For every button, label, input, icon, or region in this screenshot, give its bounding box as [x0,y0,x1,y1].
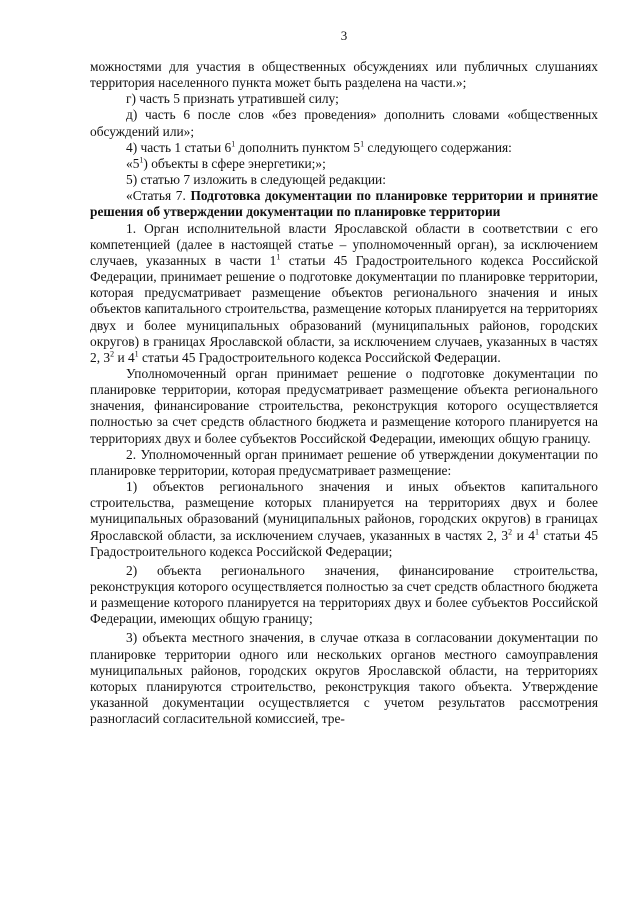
paragraph-article-7-part-2: 2. Уполномоченный орган принимает решение об утверждении документации по планировке территории, которая предусматривает размещение: [90,446,598,478]
paragraph-quote-5-1 [90,156,598,172]
text-run: «5 [126,155,140,171]
text-run: статьи 45 Градостроительного кодекса Российской Федерации, принимает решение о подготовке документации по планировке территории, которая предусматривает размещение объектов регионального значения и иных объектов капитального строительства, размещение которых планируется на территориях двух и более муниципальных образований (муниципальных районов, городских округов) в границах Ярославской области, за исключением случаев, указанных в частях 2, 3 [90,252,599,365]
paragraph-continuation: можностями для участия в общественных обсуждениях или публичных слушаниях территория населенного пункта может быть разделена на части.»; [90,59,598,91]
document-page [90,28,598,727]
superscript: 1 [139,155,144,165]
superscript: 1 [360,139,365,149]
paragraph-item-5: 5) статью 7 изложить в следующей редакции: [126,172,386,188]
paragraph-subitem-3: 3) объекта местного значения, в случае отказа в согласовании документации по планировке территории одного или нескольких органов местного самоуправления муниципальных районов, городских округов Ярославской области, на территориях которых планируются строительство, реконструкция такого объекта. Утверждение указанной документации осуществляется с учетом результатов рассмотрения разногласий согласительной комиссией, тре- [90,630,598,727]
superscript: 2 [508,527,513,537]
paragraph-article-7-part-1 [90,221,598,366]
text-run: статьи 45 Градостроительного кодекса Российской Федерации; [90,527,598,559]
page-number: 3 [340,28,348,43]
text-run: и 4 [114,349,135,365]
paragraph-item-d: д) часть 6 после слов «без проведения» дополнить словами «общественных обсуждений или»; [90,107,598,139]
text-run: ) объекты в сфере энергетики;»; [143,155,326,171]
article-title: Подготовка документации по планировке территории и принятие решения об утверждении документации по планировке территории [90,188,598,220]
text-run: статьи 45 Градостроительного кодекса Российской Федерации. [138,349,501,365]
text-run: 1) объектов регионального значения и иных объектов капитального строительства, размещение которых планируется на территориях двух и более муниципальных образований (муниципальных районов, городских округов) в границах Ярославской области, за исключением случаев, указанных в частях 2, 3 [90,479,598,543]
paragraph-authorized-body: Уполномоченный орган принимает решение о подготовке документации по планировке территории, которая предусматривает размещение объекта регионального значения, финансирование строительства, реконструкция которого осуществляется полностью за счет средств областного бюджета и размещение которого планируется на территориях двух и более субъектов Российской Федерации, имеющих общую границу. [90,365,598,446]
paragraph-item-g: г) часть 5 признать утратившей силу; [126,91,339,107]
text-run: 1. Орган исполнительной власти Ярославской области в соответствии с его компетенцией (далее в настоящей статье – уполномоченный орган), за исключением случаев, указанных в части 1 [90,220,598,268]
superscript: 1 [276,252,281,262]
article-label: «Статья 7. [126,188,191,204]
paragraph-item-4 [90,140,598,156]
paragraph-subitem-1 [90,479,598,560]
superscript: 1 [134,349,139,359]
superscript: 2 [110,349,115,359]
text-run: дополнить пунктом 5 [235,139,361,155]
paragraph-subitem-2: 2) объекта регионального значения, финансирование строительства, реконструкция которого осуществляется полностью за счет средств областного бюджета и размещение которого планируется на территориях двух и более субъектов Российской Федерации, имеющих общую границу; [90,562,598,627]
article-7-heading [90,188,598,220]
superscript: 1 [231,139,236,149]
text-run: следующего содержания: [364,139,512,155]
superscript: 1 [534,527,539,537]
text-run: и 4 [512,527,535,543]
text-run: 4) часть 1 статьи 6 [126,139,232,155]
